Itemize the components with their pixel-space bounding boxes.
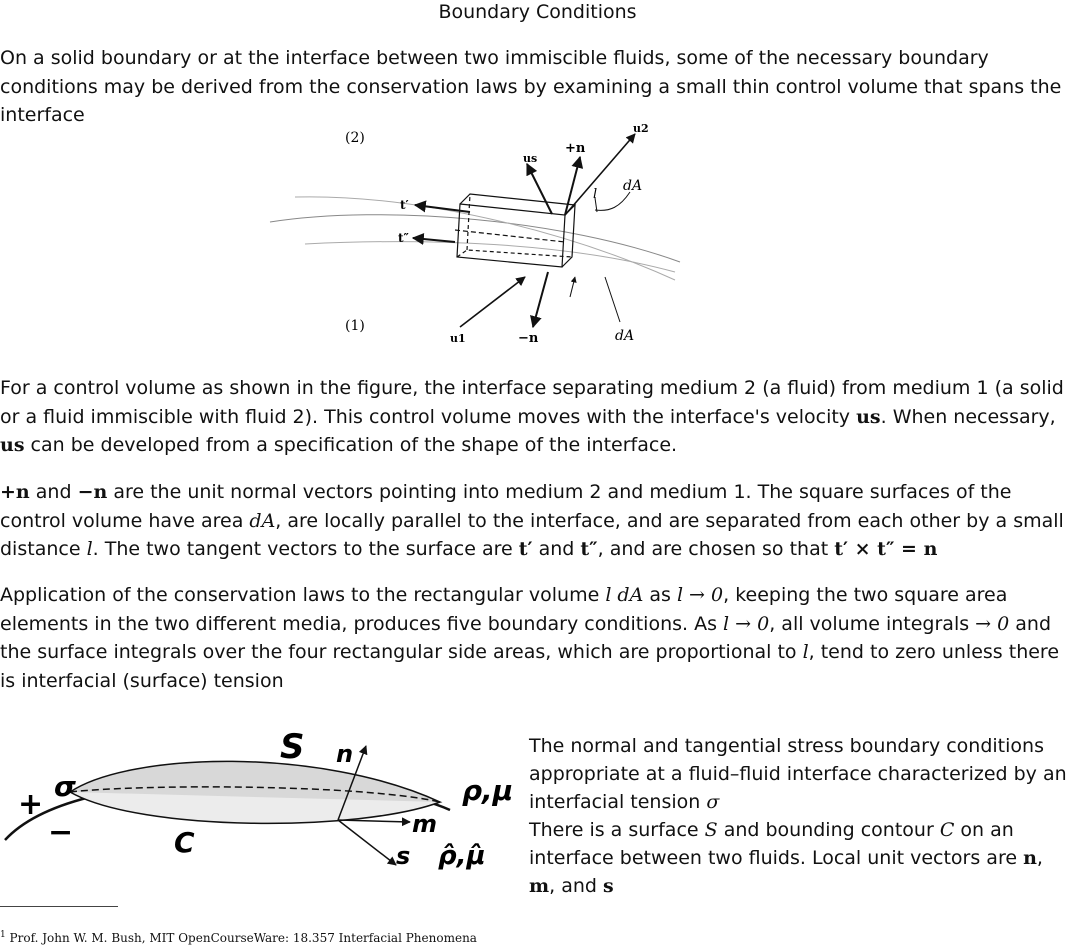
dA-bottom-leader	[605, 277, 620, 322]
page-title: Boundary Conditions	[438, 1, 637, 23]
plus-label: +	[18, 787, 44, 822]
u1-arrow	[460, 277, 525, 327]
dA-top-leader	[595, 192, 630, 210]
minus-n-arrow	[533, 272, 548, 327]
m-label: m	[412, 810, 438, 838]
dA-bottom-label: dA	[615, 328, 635, 344]
m-vector	[338, 820, 410, 822]
s-label: s	[396, 842, 411, 870]
n-label: n	[336, 740, 354, 768]
contour-c-label: C	[174, 826, 195, 859]
plus-n-label: +n	[565, 141, 586, 156]
dA-top-label: dA	[623, 178, 643, 194]
medium-2-label: (2)	[345, 130, 365, 146]
medium-1-label: (1)	[345, 318, 365, 334]
control-volume-paragraph: For a control volume as shown in the figure, the interface separating medium 2 (a fluid) from medium 1 (a solid or a fluid immiscible with fluid 2). This control volume moves with the interface's velocity us. When necessary, us can be developed from a specification of the shape of the interface.	[0, 377, 1064, 456]
t-prime-arrow	[415, 205, 470, 212]
us-label: us	[523, 152, 538, 165]
interface-curve	[270, 215, 680, 262]
surface-s-label: S	[280, 727, 305, 767]
t-double-prime-label: t″	[398, 231, 409, 245]
rho-mu-label: ρ,μ	[462, 774, 514, 807]
footnote-rule	[0, 906, 118, 907]
interfacial-tension-paragraph: The normal and tangential stress boundary conditions appropriate at a fluid–fluid interface characterized by an interfacial tension σ There is a surface S and bounding contour C on an interface between two fluids. Local unit vectors are n, m, and s	[529, 735, 1067, 897]
sigma-label: σ	[54, 770, 76, 803]
t-prime-label: t′	[400, 198, 409, 212]
footnote: $^1$ Prof. John W. M. Bush, MIT OpenCourseWare: 18.357 Interfacial Phenomena	[0, 930, 477, 945]
u2-label: u2	[633, 122, 649, 135]
footnote-mark: 1	[0, 930, 6, 940]
u1-label: u1	[450, 332, 466, 345]
minus-label: −	[48, 815, 74, 850]
intro-paragraph: On a solid boundary or at the interface between two immiscible fluids, some of the necessary boundary conditions may be derived from the conservation laws by examining a small thin control volume that spans the interface	[0, 47, 1062, 126]
interface-curve	[295, 197, 675, 280]
l-arrow	[570, 277, 575, 297]
unit-normals-paragraph: +n and −n are the unit normal vectors pointing into medium 2 and medium 1. The square surfaces of the control volume have area dA, are locally parallel to the interface, and are separated from each other by a small distance l. The two tangent vectors to the surface are t′ and t″, and are chosen so that t′ × t″ = n	[0, 481, 1064, 560]
us-arrow	[527, 164, 552, 214]
control-volume-figure	[265, 112, 685, 352]
l-label: l	[593, 187, 598, 202]
rho-mu-hat-label: ρ̂,μ̂	[438, 841, 486, 871]
interface-surface-figure	[0, 722, 525, 882]
minus-n-label: −n	[518, 331, 539, 346]
s-vector	[338, 820, 396, 865]
conservation-laws-paragraph: Application of the conservation laws to the rectangular volume l dA as l → 0, keeping the two square area elements in the two different media, produces five boundary conditions. As l → 0, all volume integrals → 0 and the surface integrals over the four rectangular side areas, which are proportional to l, tend to zero unless there is interfacial (surface) tension	[0, 584, 1060, 692]
